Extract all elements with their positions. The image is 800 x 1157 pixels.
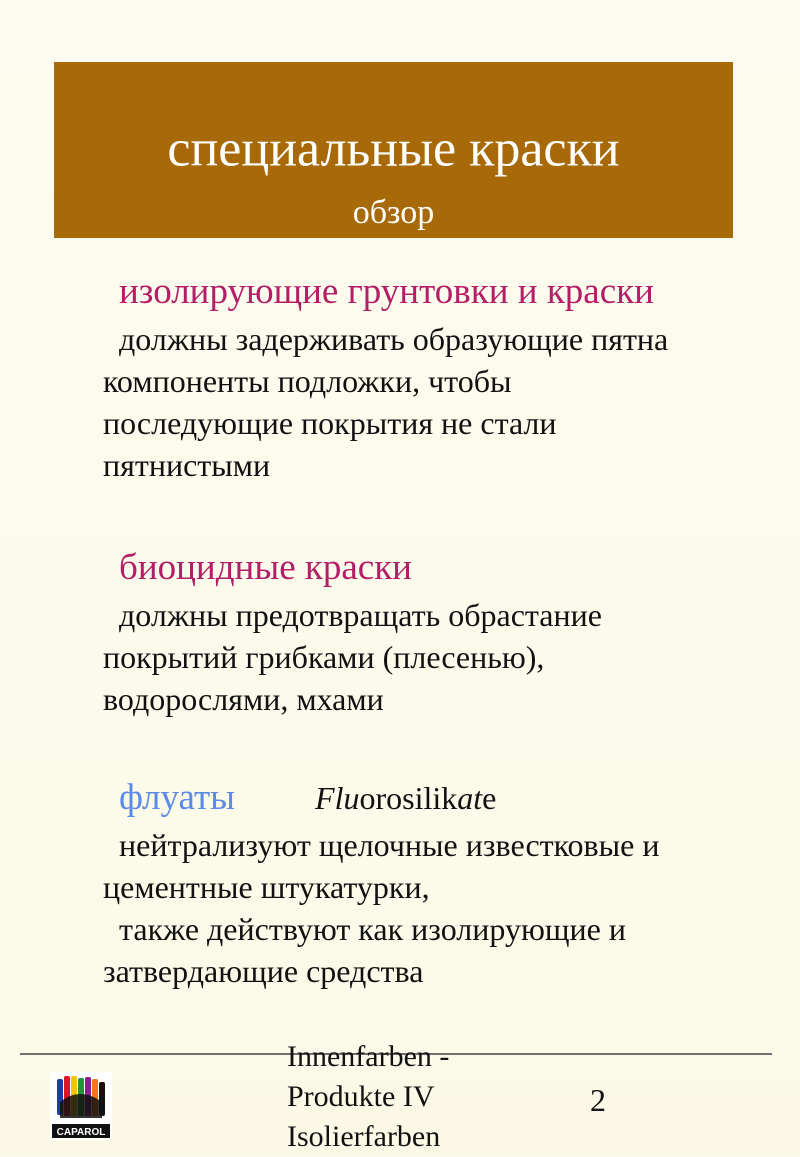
section-body [103, 318, 783, 486]
body-line: нейтрализуют щелочные известковые и [119, 827, 660, 863]
slide-title: специальные краски [167, 120, 620, 178]
section-heading [103, 776, 783, 820]
footer-line: Produkte IV [287, 1080, 435, 1113]
section-heading: биоцидные краски [119, 547, 412, 588]
content-area [103, 270, 783, 989]
footer-caption [287, 1037, 449, 1157]
body-line: должны задерживать образующие пятна [119, 321, 669, 357]
footer-line: Isolierfarben [287, 1120, 441, 1153]
body-line: покрытий грибками (плесенью), [103, 639, 545, 675]
section-isolating [103, 270, 783, 486]
body-line: пятнистыми [103, 447, 271, 483]
body-line: должны предотвращать обрастание [119, 597, 602, 633]
body-line: также действуют как изолирующие и [119, 911, 626, 947]
section-fluates [103, 776, 783, 992]
title-banner [54, 62, 733, 238]
section-body [103, 594, 783, 720]
body-line: затвердающие средства [103, 953, 424, 989]
slide-subtitle: обзор [352, 194, 435, 231]
body-line: цементные штукатурки, [103, 869, 430, 905]
section-heading: изолирующие грунтовки и краски [119, 271, 654, 312]
page-number: 2 [590, 1082, 606, 1118]
latin-term: Fluorosilikate [315, 780, 497, 816]
section-body [103, 824, 783, 992]
svg-text:CAPAROL: CAPAROL [56, 1127, 106, 1138]
caparol-logo [50, 1072, 112, 1140]
body-line: водорослями, мхами [103, 681, 384, 717]
footer-line: Innenfarben - [287, 1040, 450, 1073]
section-biocide [103, 546, 783, 720]
heading-text: флуаты [119, 777, 236, 818]
body-line: последующие покрытия не стали [103, 405, 557, 441]
body-line: компоненты подложки, чтобы [103, 363, 512, 399]
